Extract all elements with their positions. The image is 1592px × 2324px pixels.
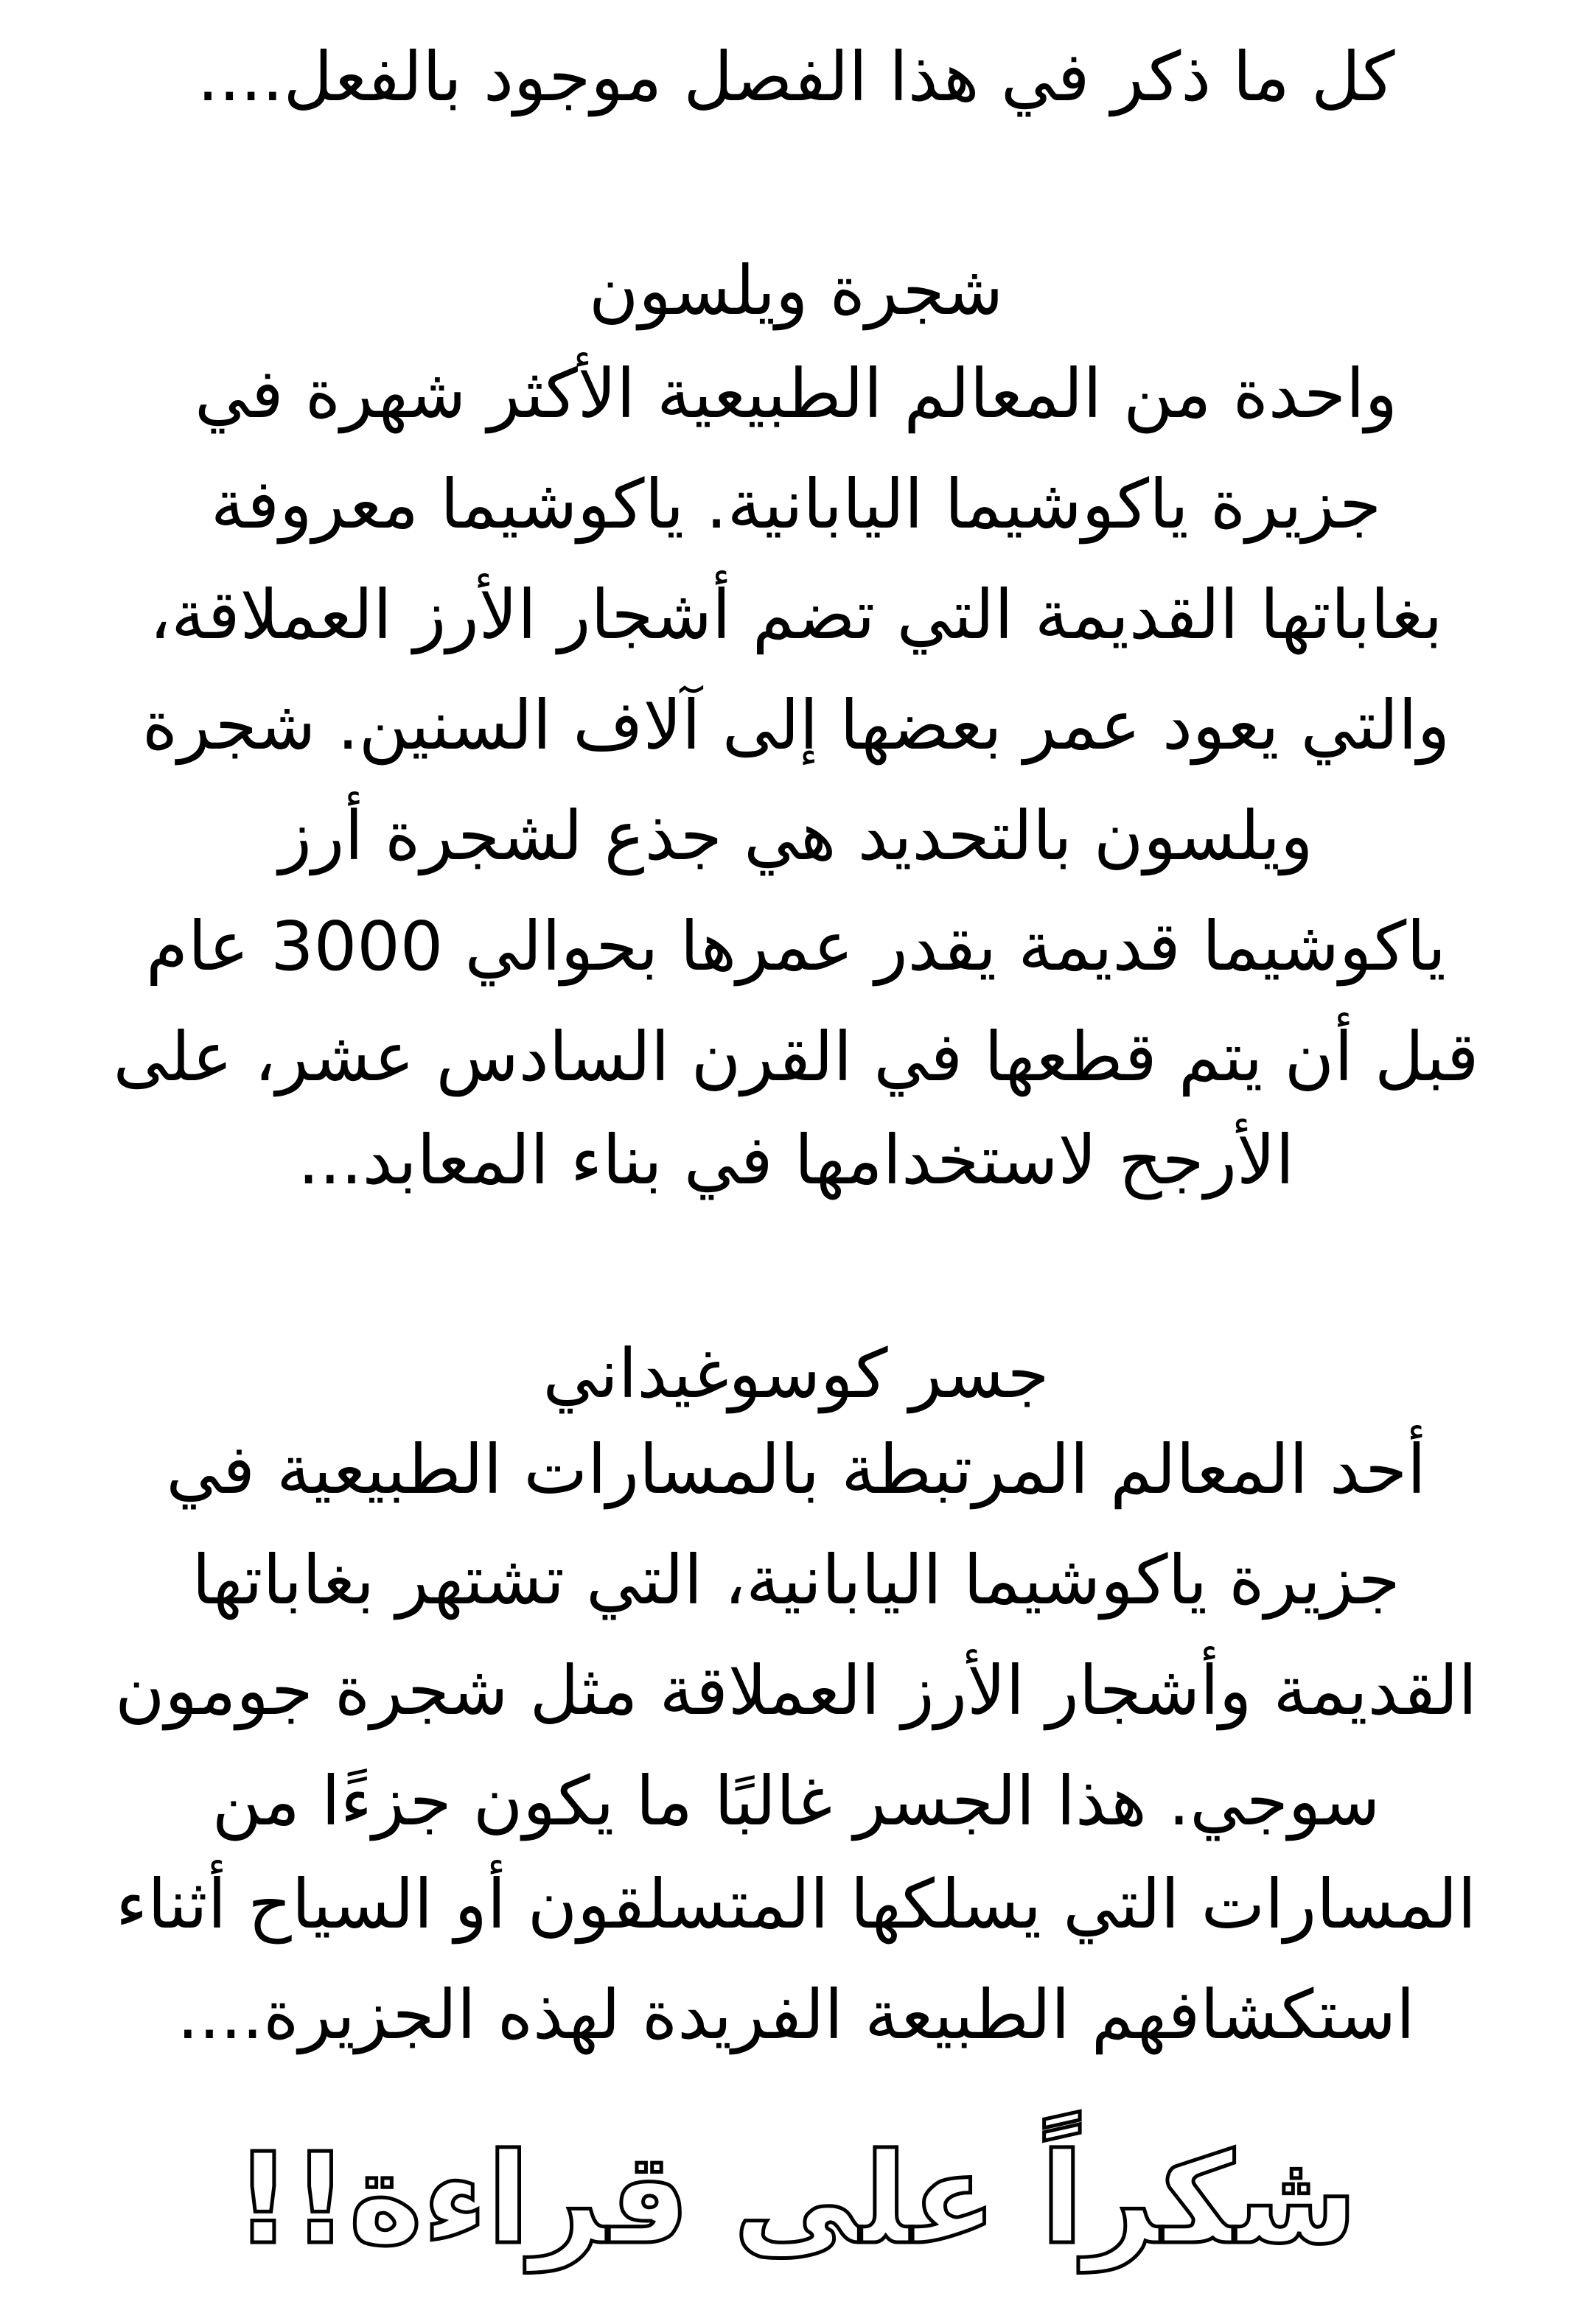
section2-line: استكشافهم الطبيعة الفريدة لهذه الجزيرة.... [177,1975,1415,2054]
section1-line: واحدة من المعالم الطبيعية الأكثر شهرة في [194,354,1398,433]
closing-thanks-text: شكراً على قراءة!! [234,2127,1358,2272]
section1-line: الأرجح لاستخدامها في بناء المعابد... [297,1121,1295,1200]
section2-line: القديمة وأشجار الأرز العملاقة مثل شجرة جومون [114,1651,1478,1730]
section2-line: المسارات التي يسلكها المتسلقون أو السياح أثناء [115,1865,1477,1944]
section1-line: قبل أن يتم قطعها في القرن السادس عشر، على [113,1018,1479,1096]
section1-line: ياكوشيما قديمة يقدر عمرها بحوالي 3000 عام [146,907,1446,986]
section1-line: ويلسون بالتحديد هي جذع لشجرة أرز [279,797,1313,875]
section2-line: أحد المعالم المرتبطة بالمسارات الطبيعية في [166,1430,1426,1509]
section1-line: جزيرة ياكوشيما اليابانية. ياكوشيما معروفة [210,465,1382,544]
section2-line: جزيرة ياكوشيما اليابانية، التي تشتهر بغاباتها [192,1541,1400,1620]
intro-line: كل ما ذكر في هذا الفصل موجود بالفعل.... [197,38,1395,116]
section2-title: جسر كوسوغيداني [542,1334,1050,1413]
section1-line: بغاباتها القديمة التي تضم أشجار الأرز العملاقة، [149,575,1443,654]
section1-title: شجرة ويلسون [588,251,1004,330]
section1-line: والتي يعود عمر بعضها إلى آلاف السنين. شجرة [142,686,1450,765]
section2-line: سوجي. هذا الجسر غالبًا ما يكون جزءًا من [212,1762,1380,1841]
